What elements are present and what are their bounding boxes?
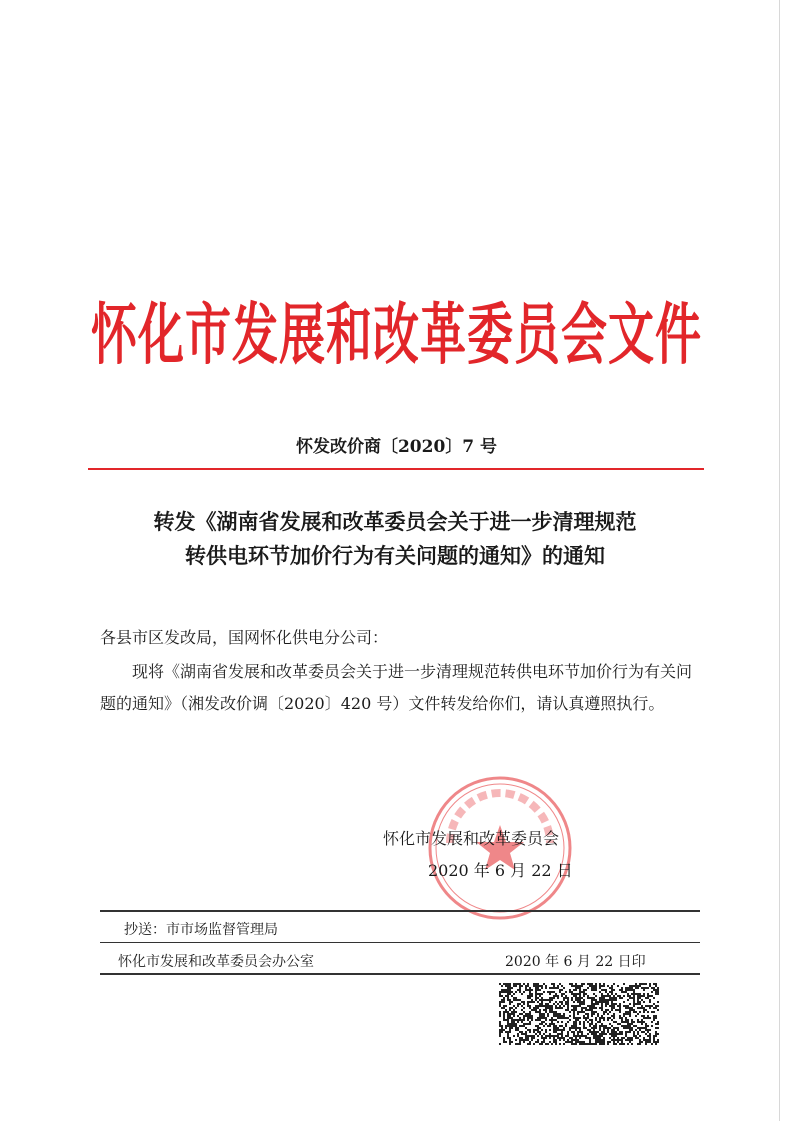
red-divider: [88, 468, 704, 470]
document-header-title: 怀化市发展和改革委员会文件: [91, 295, 702, 374]
2d-barcode-icon: [499, 983, 659, 1045]
footer-middle-rule: [100, 942, 700, 943]
salutation: 各县市区发改局，国网怀化供电分公司：: [100, 628, 389, 647]
cc-recipients: 抄送：市市场监督管理局: [124, 922, 278, 938]
footer-top-rule: [100, 910, 700, 912]
signature-organization: 怀化市发展和改革委员会: [383, 829, 560, 848]
document-number: 怀发改价商〔2020〕7 号: [295, 437, 498, 457]
document-title-line2: 转供电环节加价行为有关问题的通知》的通知: [185, 543, 605, 568]
issuing-office: 怀化市发展和改革委员会办公室: [118, 954, 314, 970]
print-date: 2020 年 6 月 22 日印: [505, 954, 646, 970]
page-edge-line: [779, 0, 780, 1121]
signature-date: 2020 年 6 月 22 日: [428, 861, 573, 880]
document-title: [80, 505, 710, 573]
body-paragraph: 现将《湖南省发展和改革委员会关于进一步清理规范转供电环节加价行为有关问题的通知》（湘发改价调〔2020〕420 号）文件转发给你们，请认真遵照执行。: [100, 662, 693, 713]
footer-bottom-rule: [100, 973, 700, 975]
document-title-line1: 转发《湖南省发展和改革委员会关于进一步清理规范: [153, 509, 637, 534]
